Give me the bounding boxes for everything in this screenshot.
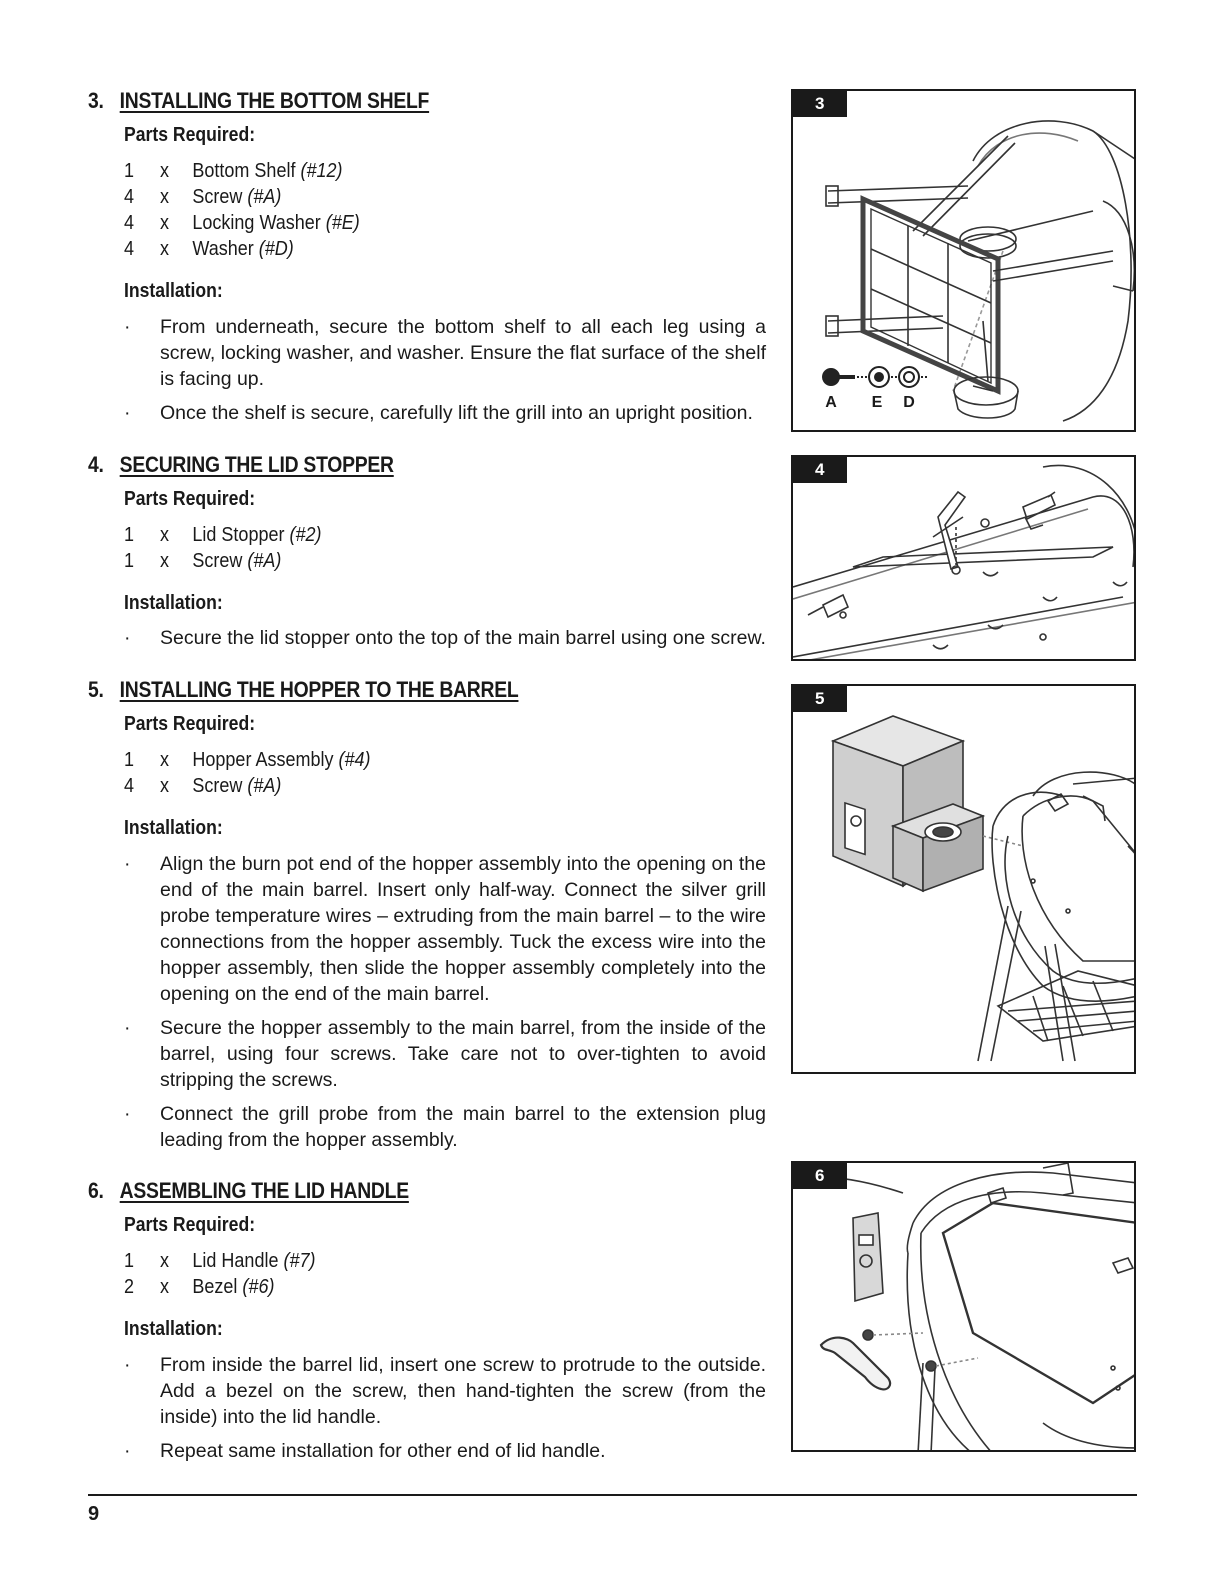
step-text: Repeat same installation for other end of lid handle. — [160, 1440, 606, 1462]
figure-6-lid-handle — [791, 1161, 1136, 1452]
section-number: 6. — [88, 1178, 104, 1203]
part-name: Screw — [192, 550, 248, 572]
part-name: Washer — [192, 238, 259, 260]
bullet-glyph: · — [124, 1354, 131, 1376]
part-name: Lid Handle — [192, 1250, 284, 1272]
part-times: x — [160, 524, 169, 546]
fig-label-e: E — [871, 394, 883, 411]
section-title-text: INSTALLING THE HOPPER TO THE BARREL — [119, 677, 519, 702]
section-title-text: ASSEMBLING THE LID HANDLE — [119, 1178, 409, 1203]
part-times: x — [160, 160, 169, 182]
part-row — [124, 1274, 274, 1300]
parts-required-heading: Parts Required: — [124, 713, 256, 735]
figure-tag: 6 — [793, 1163, 847, 1189]
figure-tag: 4 — [793, 457, 847, 483]
figure-4-lid-stopper — [791, 455, 1136, 661]
part-times: x — [160, 1276, 169, 1298]
parts-required-heading: Parts Required: — [124, 124, 256, 146]
bullet-glyph: · — [124, 853, 131, 875]
part-qty: 1 — [124, 1250, 135, 1272]
step-text: From inside the barrel lid, insert one screw to protrude to the outside. Add a bezel on the screw, then hand-tighten the screw (from the inside) into the lid handle. — [160, 1354, 766, 1428]
part-times: x — [160, 749, 169, 771]
bullet-glyph: · — [124, 402, 131, 424]
part-name: Lid Stopper — [192, 524, 290, 546]
part-qty: 4 — [124, 238, 135, 260]
section-4-title — [88, 452, 394, 478]
section-number: 5. — [88, 677, 104, 702]
part-name: Locking Washer — [192, 212, 326, 234]
part-row — [124, 210, 360, 236]
parts-required-heading: Parts Required: — [124, 1214, 256, 1236]
part-times: x — [160, 1250, 169, 1272]
hopper-illustration — [793, 686, 1136, 1074]
part-times: x — [160, 238, 169, 260]
part-ref: (#6) — [242, 1276, 275, 1298]
bullet-glyph: · — [124, 1103, 131, 1125]
part-row — [124, 773, 281, 799]
bullet-glyph: · — [124, 316, 131, 338]
part-name: Bottom Shelf — [192, 160, 301, 182]
section-6-title — [88, 1178, 409, 1204]
lid-stopper-illustration — [793, 457, 1136, 661]
part-ref: (#2) — [289, 524, 322, 546]
part-ref: (#A) — [247, 775, 282, 797]
part-name: Bezel — [192, 1276, 243, 1298]
part-qty: 1 — [124, 749, 135, 771]
part-row — [124, 1248, 315, 1274]
part-row — [124, 184, 281, 210]
part-qty: 1 — [124, 160, 135, 182]
section-number: 3. — [88, 88, 104, 113]
installation-step — [124, 1101, 766, 1153]
part-ref: (#E) — [325, 212, 360, 234]
part-row — [124, 747, 370, 773]
page-number: 9 — [88, 1503, 100, 1525]
step-text: Secure the hopper assembly to the main barrel, from the inside of the barrel, using four screws. Take care not to over-tighten to avoid stripping the screws. — [160, 1017, 766, 1091]
installation-heading: Installation: — [124, 817, 223, 839]
part-ref: (#D) — [258, 238, 294, 260]
part-qty: 1 — [124, 524, 135, 546]
part-times: x — [160, 212, 169, 234]
part-qty: 4 — [124, 212, 135, 234]
part-row — [124, 548, 281, 574]
installation-heading: Installation: — [124, 1318, 223, 1340]
part-name: Hopper Assembly — [192, 749, 339, 771]
part-row — [124, 236, 294, 262]
section-number: 4. — [88, 452, 104, 477]
part-qty: 2 — [124, 1276, 135, 1298]
bottom-shelf-illustration — [793, 91, 1136, 432]
part-row — [124, 522, 321, 548]
part-name: Screw — [192, 775, 248, 797]
bullet-glyph: · — [124, 1017, 131, 1039]
step-text: Once the shelf is secure, carefully lift the grill into an upright position. — [160, 402, 753, 424]
figure-tag: 5 — [793, 686, 847, 712]
part-ref: (#12) — [300, 160, 343, 182]
step-text: Connect the grill probe from the main barrel to the extension plug leading from the hopper assembly. — [160, 1103, 766, 1151]
bullet-glyph: · — [124, 627, 131, 649]
step-text: From underneath, secure the bottom shelf to all each leg using a screw, locking washer, and washer. Ensure the flat surface of the shelf is facing up. — [160, 316, 766, 390]
part-name: Screw — [192, 186, 248, 208]
section-title-text: SECURING THE LID STOPPER — [119, 452, 394, 477]
installation-step — [124, 851, 766, 1007]
installation-heading: Installation: — [124, 280, 223, 302]
step-text: Align the burn pot end of the hopper assembly into the opening on the end of the main barrel. Insert only half-way. Connect the silver grill probe temperature wires – extruding from the main barrel – to the wire connections from the hopper assembly. Tuck the excess wire into the hopper assembly, then slide the hopper assembly completely into the opening on the end of the main barrel. — [160, 853, 766, 1005]
section-3-title — [88, 88, 429, 114]
part-times: x — [160, 775, 169, 797]
part-qty: 4 — [124, 775, 135, 797]
installation-step — [124, 1352, 766, 1430]
section-5-title — [88, 677, 518, 703]
figure-5-hopper — [791, 684, 1136, 1074]
part-times: x — [160, 550, 169, 572]
step-text: Secure the lid stopper onto the top of the main barrel using one screw. — [160, 627, 766, 649]
footer-rule — [88, 1494, 1137, 1496]
installation-step — [124, 625, 766, 651]
lid-handle-illustration — [793, 1163, 1136, 1452]
part-ref: (#7) — [283, 1250, 316, 1272]
fig-label-d: D — [903, 394, 915, 411]
part-qty: 1 — [124, 550, 135, 572]
figure-3-bottom-shelf — [791, 89, 1136, 432]
section-title-text: INSTALLING THE BOTTOM SHELF — [119, 88, 430, 113]
installation-step — [124, 1438, 744, 1464]
part-ref: (#4) — [338, 749, 371, 771]
part-qty: 4 — [124, 186, 135, 208]
parts-required-heading: Parts Required: — [124, 488, 256, 510]
part-times: x — [160, 186, 169, 208]
installation-step — [124, 400, 753, 426]
installation-step — [124, 1015, 766, 1093]
bullet-glyph: · — [124, 1440, 131, 1462]
installation-step — [124, 314, 766, 392]
fig-label-a: A — [825, 394, 837, 411]
part-row — [124, 158, 342, 184]
installation-heading: Installation: — [124, 592, 223, 614]
part-ref: (#A) — [247, 186, 282, 208]
figure-tag: 3 — [793, 91, 847, 117]
part-ref: (#A) — [247, 550, 282, 572]
